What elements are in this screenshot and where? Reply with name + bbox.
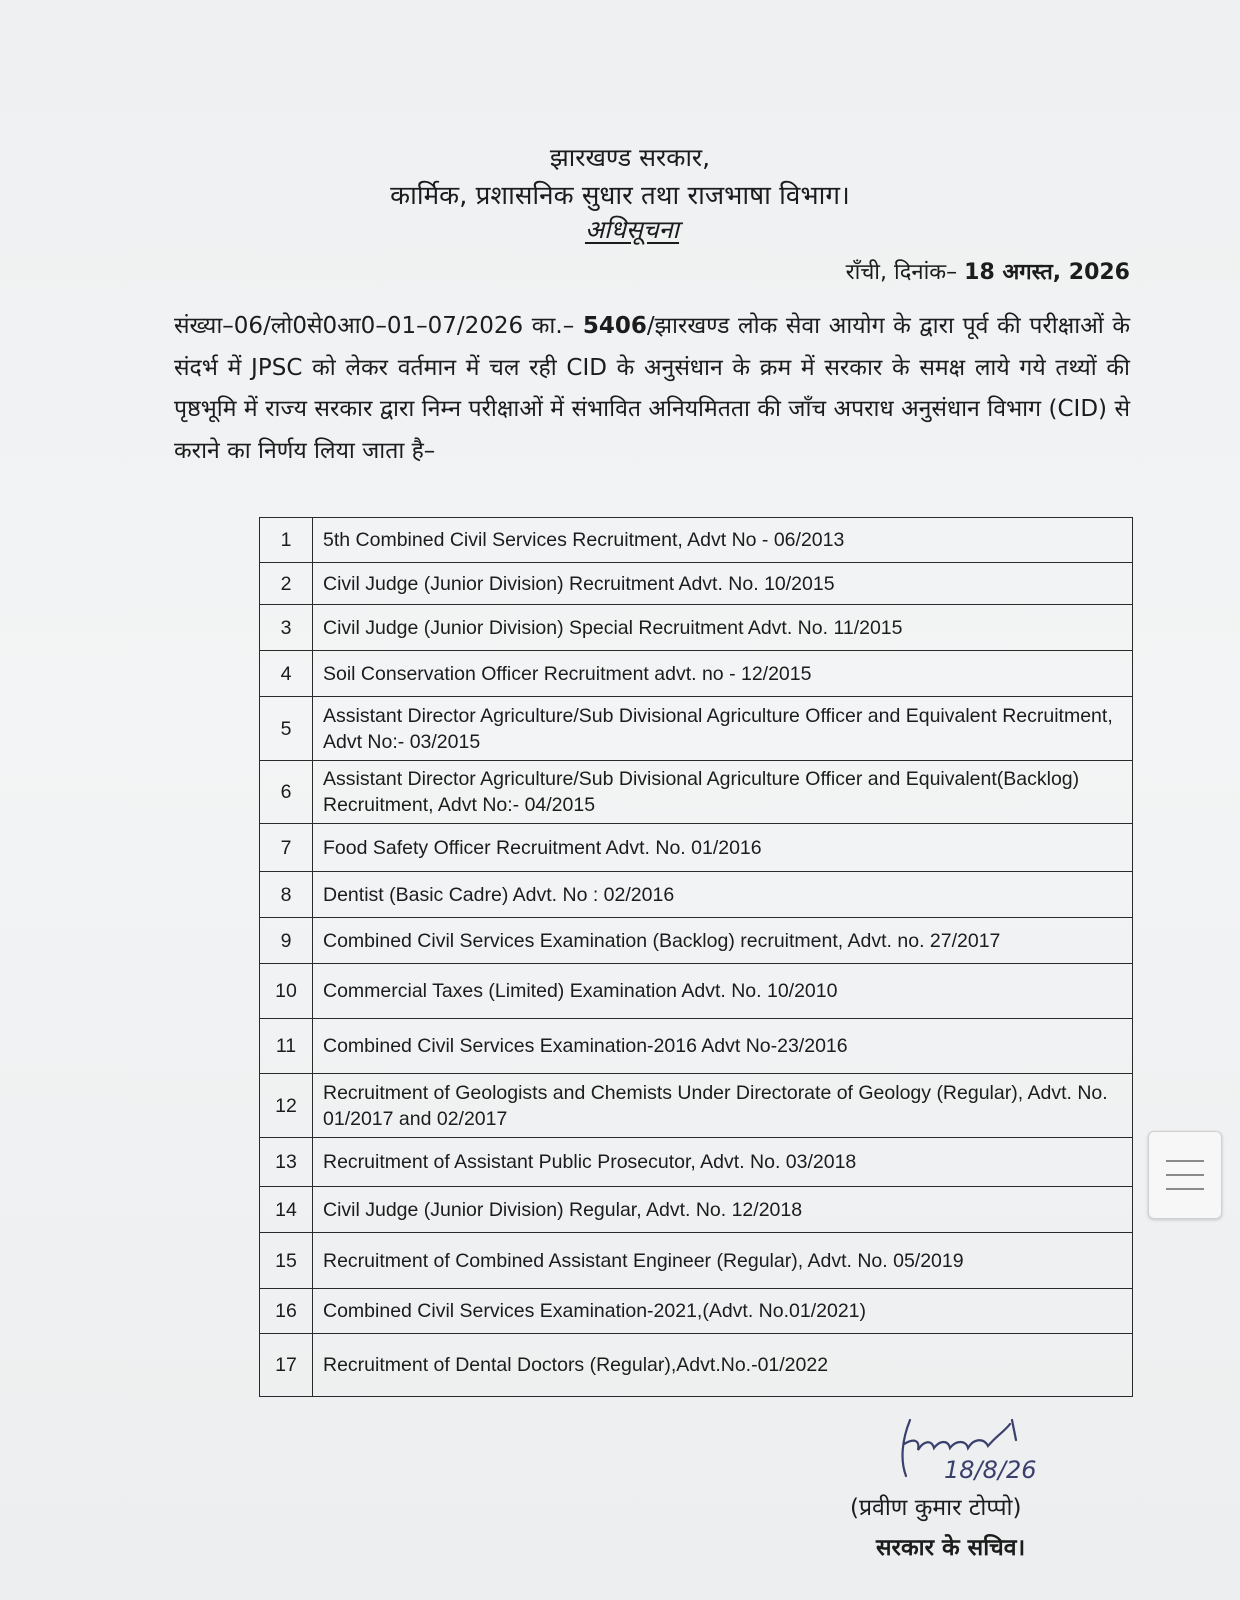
exam-description: Food Safety Officer Recruitment Advt. No. 01/2016 bbox=[313, 824, 1133, 872]
table-row bbox=[260, 1233, 1133, 1289]
exam-description: Assistant Director Agriculture/Sub Divisional Agriculture Officer and Equivalent(Backlog) Recruitment, Advt No:- 04/2015 bbox=[313, 761, 1133, 824]
examination-table bbox=[259, 517, 1133, 1397]
table-row bbox=[260, 518, 1133, 563]
exam-description: Recruitment of Assistant Public Prosecutor, Advt. No. 03/2018 bbox=[313, 1138, 1133, 1187]
table-row bbox=[260, 605, 1133, 651]
row-number: 16 bbox=[260, 1289, 313, 1334]
body-text: /झारखण्ड लोक सेवा आयोग के द्वारा पूर्व की परीक्षाओं के संदर्भ में JPSC को लेकर वर्तमान में चल रही CID के अनुसंधान के क्रम में सरकार के समक्ष लाये गये तथ्यों की पृष्ठभूमि में राज्य सरकार द्वारा निम्न परीक्षाओं में संभावित अनियमितता की जाँच अपराध अनुसंधान विभाग (CID) से कराने का निर्णय लिया जाता है– bbox=[174, 313, 1130, 464]
notification-heading bbox=[12, 212, 1240, 246]
row-number: 9 bbox=[260, 918, 313, 964]
table-row bbox=[260, 824, 1133, 872]
hamburger-menu-icon[interactable] bbox=[1148, 1131, 1222, 1219]
row-number: 2 bbox=[260, 563, 313, 605]
table-row bbox=[260, 1138, 1133, 1187]
table-row bbox=[260, 1289, 1133, 1334]
date-line bbox=[846, 256, 1130, 286]
row-number: 5 bbox=[260, 697, 313, 761]
date-prefix: राँची, दिनांक– bbox=[845, 260, 965, 285]
row-number: 3 bbox=[260, 605, 313, 651]
notification-heading-text: अधिसूचना bbox=[584, 215, 680, 244]
row-number: 4 bbox=[260, 651, 313, 697]
row-number: 8 bbox=[260, 872, 313, 918]
row-number: 14 bbox=[260, 1187, 313, 1233]
exam-description: Combined Civil Services Examination-2021,(Advt. No.01/2021) bbox=[313, 1289, 1133, 1334]
exam-description: Combined Civil Services Examination-2016 Advt No-23/2016 bbox=[313, 1019, 1133, 1074]
letter-number: 5406 bbox=[582, 313, 647, 339]
exam-description: Recruitment of Combined Assistant Engineer (Regular), Advt. No. 05/2019 bbox=[313, 1233, 1133, 1289]
notification-body bbox=[174, 306, 1130, 472]
exam-description: Recruitment of Geologists and Chemists Under Directorate of Geology (Regular), Advt. No. 01/2017 and 02/2017 bbox=[313, 1074, 1133, 1138]
menu-line bbox=[1166, 1174, 1204, 1176]
menu-line bbox=[1166, 1188, 1204, 1190]
table-row bbox=[260, 651, 1133, 697]
table-row bbox=[260, 1019, 1133, 1074]
table-row bbox=[260, 872, 1133, 918]
exam-description: Soil Conservation Officer Recruitment advt. no - 12/2015 bbox=[313, 651, 1133, 697]
govt-name: झारखण्ड सरकार, bbox=[549, 143, 711, 172]
menu-line bbox=[1166, 1160, 1204, 1162]
row-number: 15 bbox=[260, 1233, 313, 1289]
table-row bbox=[260, 1334, 1133, 1397]
exam-description: Combined Civil Services Examination (Backlog) recruitment, Advt. no. 27/2017 bbox=[313, 918, 1133, 964]
signatory-name: (प्रवीण कुमार टोप्पो) bbox=[850, 1495, 1022, 1521]
exam-description: Civil Judge (Junior Division) Special Recruitment Advt. No. 11/2015 bbox=[313, 605, 1133, 651]
exam-description: Dentist (Basic Cadre) Advt. No : 02/2016 bbox=[313, 872, 1133, 918]
table-row bbox=[260, 697, 1133, 761]
date-value: 18 अगस्त, 2026 bbox=[964, 260, 1130, 285]
table-row bbox=[260, 563, 1133, 605]
signature-graphic bbox=[880, 1410, 1080, 1490]
signature-date: 18/8/26 bbox=[944, 1456, 1037, 1484]
row-number: 7 bbox=[260, 824, 313, 872]
exam-description: Civil Judge (Junior Division) Regular, Advt. No. 12/2018 bbox=[313, 1187, 1133, 1233]
row-number: 11 bbox=[260, 1019, 313, 1074]
reference-number: संख्या–06/लो0से0आ0–01–07/2026 का.– bbox=[174, 313, 583, 339]
department-name: कार्मिक, प्रशासनिक सुधार तथा राजभाषा विभाग। bbox=[390, 181, 850, 211]
exam-description: 5th Combined Civil Services Recruitment, Advt No - 06/2013 bbox=[313, 518, 1133, 563]
signatory-title: सरकार के सचिव। bbox=[876, 1535, 1026, 1561]
table-row bbox=[260, 918, 1133, 964]
table-row bbox=[260, 1187, 1133, 1233]
row-number: 17 bbox=[260, 1334, 313, 1397]
row-number: 13 bbox=[260, 1138, 313, 1187]
exam-description: Recruitment of Dental Doctors (Regular),Advt.No.-01/2022 bbox=[313, 1334, 1133, 1397]
exam-description: Commercial Taxes (Limited) Examination Advt. No. 10/2010 bbox=[313, 964, 1133, 1019]
table-row bbox=[260, 964, 1133, 1019]
row-number: 6 bbox=[260, 761, 313, 824]
row-number: 12 bbox=[260, 1074, 313, 1138]
table-row bbox=[260, 761, 1133, 824]
row-number: 1 bbox=[260, 518, 313, 563]
row-number: 10 bbox=[260, 964, 313, 1019]
table-row bbox=[260, 1074, 1133, 1138]
exam-description: Civil Judge (Junior Division) Recruitment Advt. No. 10/2015 bbox=[313, 563, 1133, 605]
exam-description: Assistant Director Agriculture/Sub Divisional Agriculture Officer and Equivalent Recruitment, Advt No:- 03/2015 bbox=[313, 697, 1133, 761]
